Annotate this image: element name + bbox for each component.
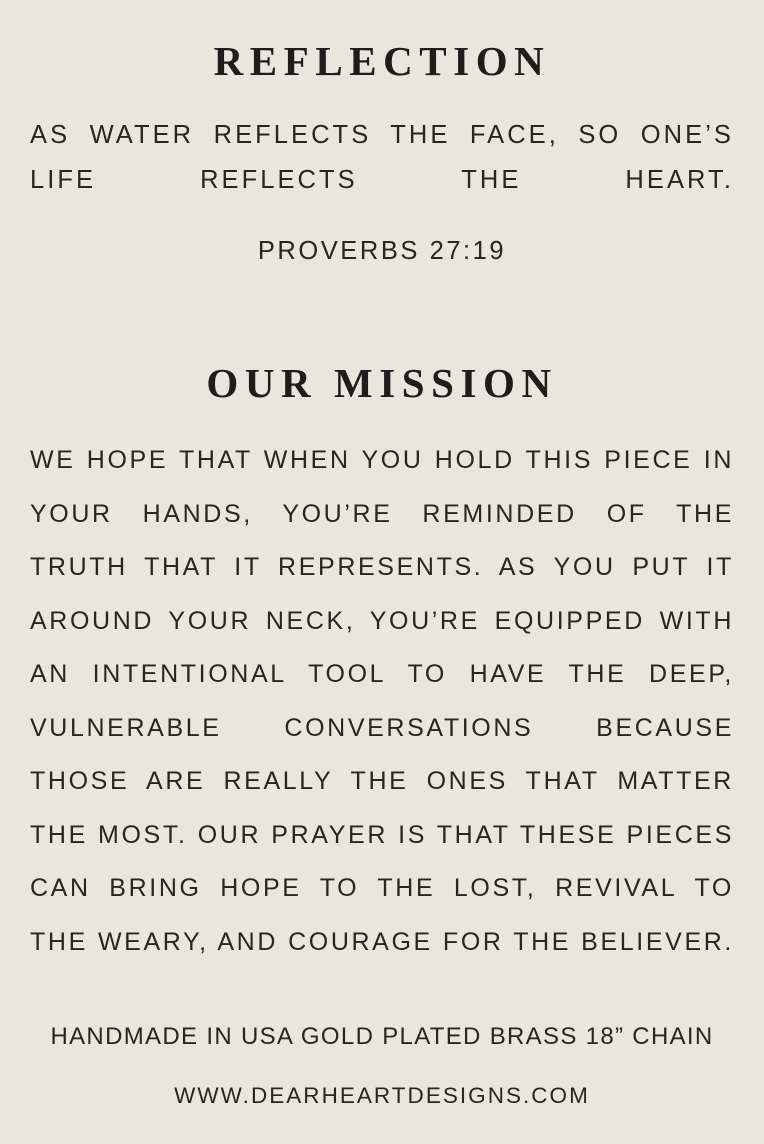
footer-website: WWW.DEARHEARTDESIGNS.COM [174,1083,590,1109]
footer-product-details: HANDMADE IN USA GOLD PLATED BRASS 18” CHAIN [50,1023,714,1051]
footer [30,994,734,1137]
reflection-heading: REFLECTION [213,38,551,84]
reflection-verse-text: AS WATER REFLECTS THE FACE, SO ONE’S LIFE REFLECTS THE HEART. [30,121,734,195]
reflection-verse-reference: PROVERBS 27:19 [257,237,507,266]
mission-body-text: WE HOPE THAT WHEN YOU HOLD THIS PIECE IN YOUR HANDS, YOU’RE REMINDED OF THE TRUTH THAT IT REPRESENTS. AS YOU PUT IT AROUND YOUR NECK, YOU’RE EQUIPPED WITH AN INTENTIONAL TOOL TO HAVE THE DEEP, VULNERABLE CONVERSATIONS BECAUSE THOSE ARE REALLY THE ONES THAT MATTER THE MOST. OUR PRAYER IS THAT THESE PIECES CAN BRING HOPE TO THE LOST, REVIVAL TO THE WEARY, AND COURAGE FOR THE BELIEVER. [30,446,734,956]
mission-heading: OUR MISSION [206,360,558,407]
